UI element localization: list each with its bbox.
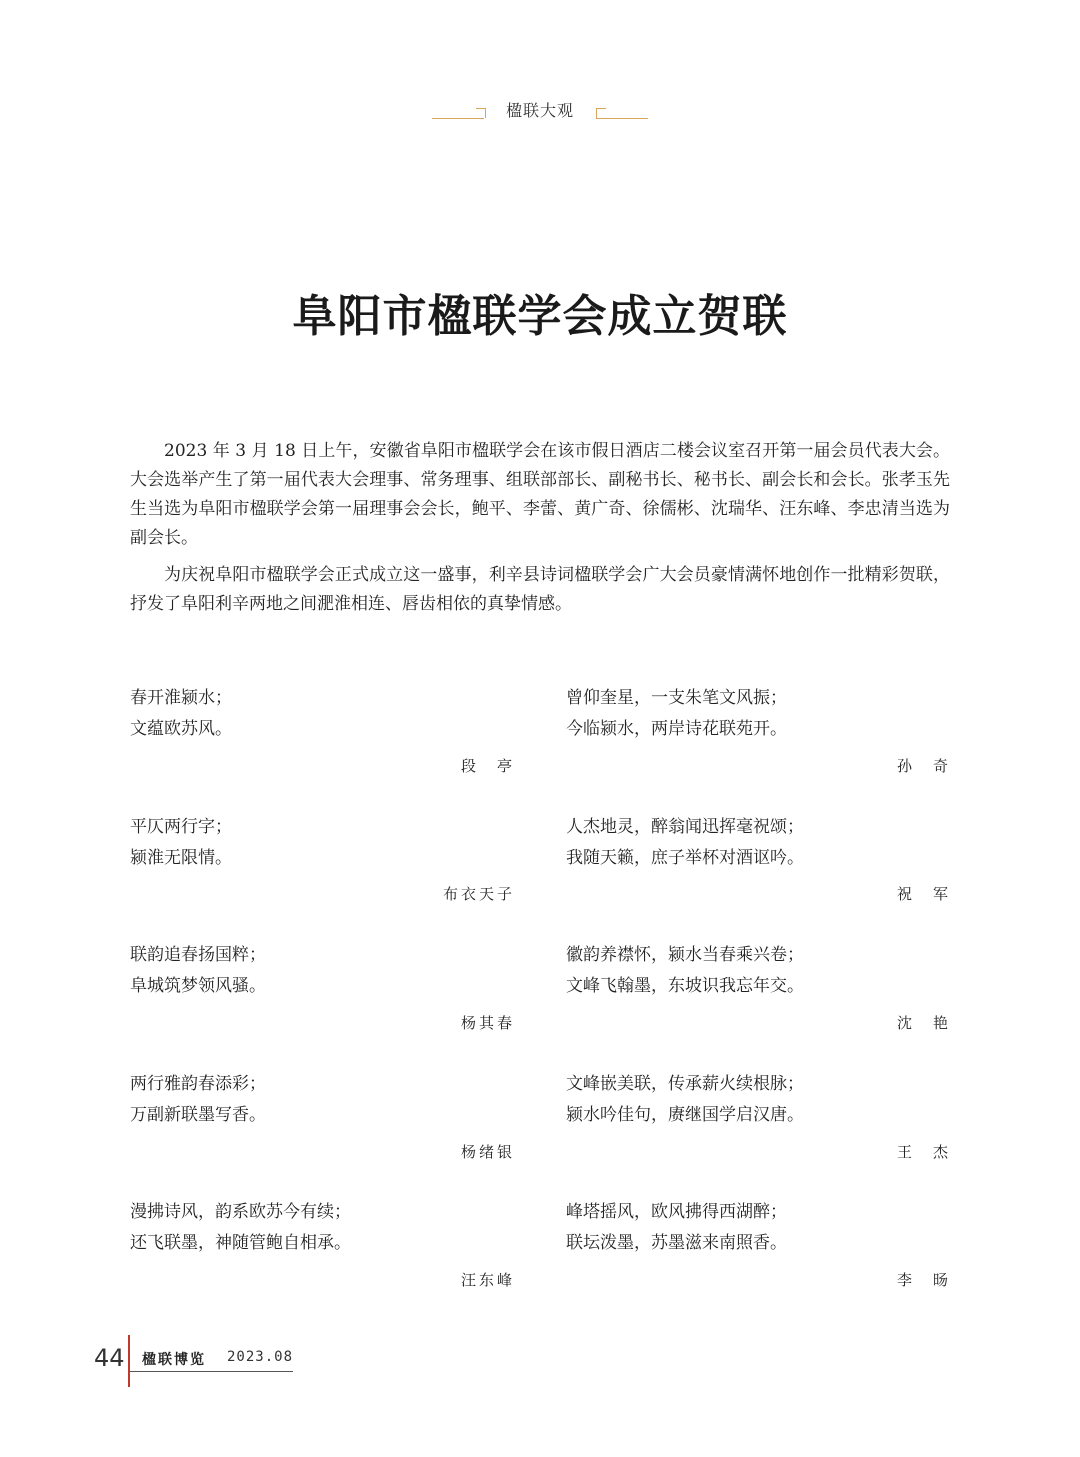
- couplet-author: 段 亭: [460, 757, 515, 775]
- section-title: 楹联大观: [505, 101, 574, 120]
- couplet-author: 汪东峰: [460, 1271, 515, 1289]
- couplet-upper: 漫拂诗风，韵系欧苏今有续；: [130, 1202, 351, 1222]
- couplet: [566, 1069, 951, 1161]
- couplet: [130, 1197, 515, 1289]
- intro-paragraph: 为庆祝阜阳市楹联学会正式成立这一盛事，利辛县诗词楹联学会广大会员豪情满怀地创作一批精彩贺联，抒发了阜阳利辛两地之间淝淮相连、唇齿相依的真挚情感。: [130, 565, 950, 614]
- couplet-upper: 联韵追春扬国粹；: [130, 945, 266, 965]
- couplet: [566, 1197, 951, 1289]
- couplet-author: 布衣天子: [442, 885, 515, 903]
- couplet-author: 沈 艳: [896, 1014, 951, 1032]
- couplet-author: 王 杰: [896, 1143, 951, 1161]
- couplet-upper: 人杰地灵，醉翁闻迅挥毫祝颂；: [566, 817, 804, 837]
- couplet-lower: 文峰飞翰墨，东坡识我忘年交。: [566, 976, 804, 996]
- couplet-upper: 文峰嵌美联，传承薪火续根脉；: [566, 1074, 804, 1094]
- couplet: [566, 683, 951, 775]
- couplet-author: 杨其春: [460, 1014, 515, 1032]
- couplet: [130, 1069, 515, 1161]
- couplet-lower: 阜城筑梦领风骚。: [130, 976, 266, 996]
- couplet: [566, 940, 951, 1032]
- couplet-author: 李 旸: [896, 1271, 951, 1289]
- article-title: 阜阳市楹联学会成立贺联: [292, 291, 788, 342]
- header-rule-right: [596, 118, 648, 119]
- footer-accent-bar: [128, 1335, 130, 1387]
- couplet: [130, 683, 515, 775]
- couplet-lower: 万副新联墨写香。: [130, 1105, 266, 1125]
- footer-rule: [130, 1371, 293, 1372]
- article-intro: [130, 437, 950, 627]
- couplet-author: 祝 军: [896, 885, 951, 903]
- intro-paragraph: 2023 年 3 月 18 日上午，安徽省阜阳市楹联学会在该市假日酒店二楼会议室召开第一届会员代表大会。大会选举产生了第一届代表大会理事、常务理事、组联部部长、副秘书长、秘书长、副会长和会长。张孝玉先生当选为阜阳市楹联学会第一届理事会会长，鲍平、李蕾、黄广奇、徐儒彬、沈瑞华、汪东峰、李忠清当选为副会长。: [130, 441, 950, 548]
- couplet-lower: 今临颍水，两岸诗花联苑开。: [566, 719, 787, 739]
- header-ornament-left-icon: [476, 108, 486, 118]
- couplet-author: 杨绪银: [460, 1143, 515, 1161]
- header-ornament-right-icon: [596, 108, 606, 118]
- page-number: 44: [94, 1344, 125, 1372]
- couplet-upper: 徽韵养襟怀，颍水当春乘兴卷；: [566, 945, 804, 965]
- couplet-lower: 颍淮无限情。: [130, 848, 232, 868]
- couplet-upper: 曾仰奎星，一支朱笔文风振；: [566, 688, 787, 708]
- couplet: [566, 812, 951, 903]
- couplet: [130, 812, 515, 903]
- couplet-upper: 峰塔摇风，欧风拂得西湖醉；: [566, 1202, 787, 1222]
- couplet-lower: 颍水吟佳句，赓继国学启汉唐。: [566, 1105, 804, 1125]
- couplet-lower: 文蕴欧苏风。: [130, 719, 232, 739]
- couplet-author: 孙 奇: [896, 757, 951, 775]
- couplet: [130, 940, 515, 1032]
- couplet-lower: 联坛泼墨，苏墨滋来南照香。: [566, 1233, 787, 1253]
- couplet-upper: 两行雅韵春添彩；: [130, 1074, 266, 1094]
- magazine-name: 楹联博览: [142, 1352, 206, 1368]
- couplet-upper: 春开淮颍水；: [130, 688, 232, 708]
- section-header: [0, 98, 1080, 128]
- header-rule-left: [432, 118, 484, 119]
- couplet-lower: 还飞联墨，神随管鲍自相承。: [130, 1233, 351, 1253]
- couplet-upper: 平仄两行字；: [130, 817, 232, 837]
- couplet-lower: 我随天籁，庶子举杯对酒讴吟。: [566, 848, 804, 868]
- issue-number: 2023.08: [227, 1349, 294, 1365]
